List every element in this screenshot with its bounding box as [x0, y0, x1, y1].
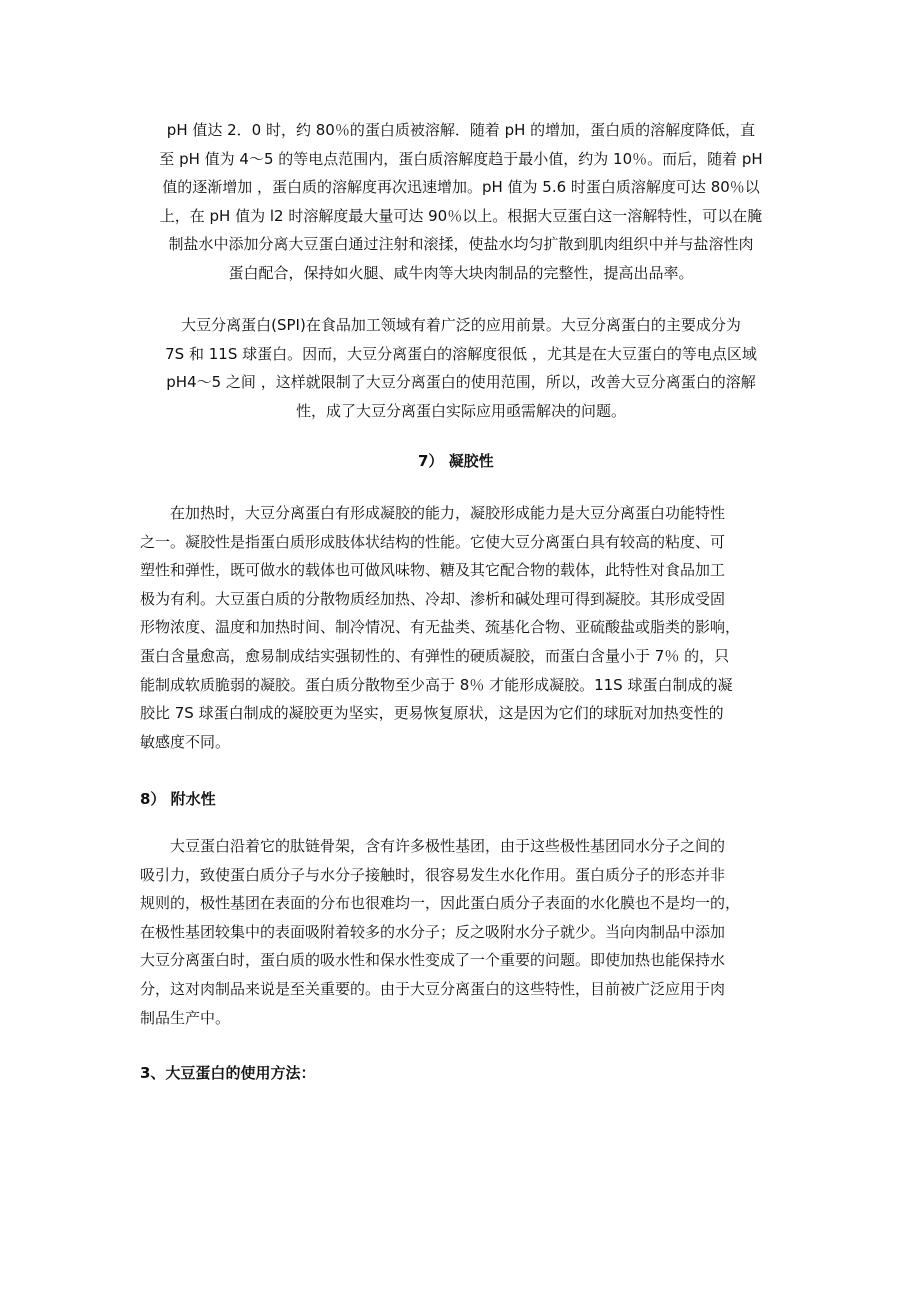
text-line: 蛋白配合，保持如火腿、咸牛肉等大块肉制品的完整性，提高出品率。: [228, 263, 694, 282]
section-heading-usage-method: 3、大豆蛋白的使用方法：: [140, 1064, 316, 1082]
text-line: 至 pH 值为 4～5 的等电点范围内，蛋白质溶解度趋于最小值，约为 10％。而后，随着 pH: [159, 149, 763, 168]
text-line: 塑性和弹性，既可做水的载体也可做风味物、糖及其它配合物的载体，此特性对食品加工: [140, 561, 726, 580]
text-line: 在极性基团较集中的表面吸附着较多的水分子；反之吸附水分子就少。当向肉制品中添加: [140, 922, 726, 941]
section-heading-water-binding: 8） 附水性: [140, 790, 216, 808]
text-line: 蛋白含量愈高，愈易制成结实强韧性的、有弹性的硬质凝胶，而蛋白含量小于 7％ 的，只: [140, 646, 730, 665]
text-line: 规则的，极性基团在表面的分布也很难均一，因此蛋白质分子表面的水化膜也不是均一的，: [140, 894, 741, 913]
text-line: 大豆蛋白沿着它的肽链骨架，含有许多极性基团，由于这些极性基团同水分子之间的: [170, 837, 726, 855]
text-line: 值的逐渐增加 ，蛋白质的溶解度再次迅速增加。pH 值为 5.6 时蛋白质溶解度可达 80％以: [162, 178, 760, 197]
text-line: 大豆分离蛋白(SPI)在食品加工领域有着广泛的应用前景。大豆分离蛋白的主要成分为: [181, 316, 741, 334]
text-line: 上，在 pH 值为 l2 时溶解度最大量可达 90％以上。根据大豆蛋白这一溶解特性，可以在腌: [159, 206, 763, 225]
text-line: 制盐水中添加分离大豆蛋白通过注射和滚揉，使盐水均匀扩散到肌肉组织中并与盐溶性肉: [168, 235, 754, 254]
text-line: pH4～5 之间 ，这样就限制了大豆分离蛋白的使用范围，所以，改善大豆分离蛋白的溶解: [166, 373, 756, 392]
paragraph-solubility: [140, 116, 782, 288]
text-line: pH 值达 2．0 时，约 80％的蛋白质被溶解．随着 pH 的增加，蛋白质的溶解度降低，直: [166, 121, 756, 139]
paragraph-gelation: [140, 499, 782, 756]
text-line: 分，这对肉制品来说是至关重要的。由于大豆分离蛋白的这些特性，目前被广泛应用于肉: [140, 979, 726, 998]
text-line: 敏感度不同。: [140, 732, 231, 751]
text-line: 极为有利。大豆蛋白质的分散物质经加热、冷却、渗析和碱处理可得到凝胶。其形成受固: [140, 589, 726, 608]
text-line: 能制成软质脆弱的凝胶。蛋白质分散物至少高于 8％ 才能形成凝胶。11S 球蛋白制成的凝: [140, 675, 733, 694]
text-line: 吸引力，致使蛋白质分子与水分子接触时，很容易发生水化作用。蛋白质分子的形态并非: [140, 865, 726, 884]
text-line: 大豆分离蛋白时，蛋白质的吸水性和保水性变成了一个重要的问题。即使加热也能保持水: [140, 951, 726, 970]
text-line: 之一。凝胶性是指蛋白质形成肢体状结构的性能。它使大豆分离蛋白具有较高的粘度、可: [140, 532, 726, 551]
text-line: 形物浓度、温度和加热时间、制冷情况、有无盐类、巯基化合物、亚硫酸盐或脂类的影响，: [140, 618, 741, 637]
text-line: 胶比 7S 球蛋白制成的凝胶更为坚实，更易恢复原状，这是因为它们的球朊对加热变性的: [140, 704, 724, 723]
text-line: 在加热时，大豆分离蛋白有形成凝胶的能力，凝胶形成能力是大豆分离蛋白功能特性: [170, 504, 726, 522]
text-line: 性，成了大豆分离蛋白实际应用亟需解决的问题。: [295, 401, 626, 420]
paragraph-water-binding: [140, 832, 782, 1032]
text-line: 7S 和 11S 球蛋白。因而，大豆分离蛋白的溶解度很低 ，尤其是在大豆蛋白的等电点区域: [165, 344, 757, 363]
section-heading-gelation: 7） 凝胶性: [418, 452, 494, 470]
text-line: 制品生产中。: [140, 1008, 231, 1027]
paragraph-spi-application: [140, 311, 782, 425]
